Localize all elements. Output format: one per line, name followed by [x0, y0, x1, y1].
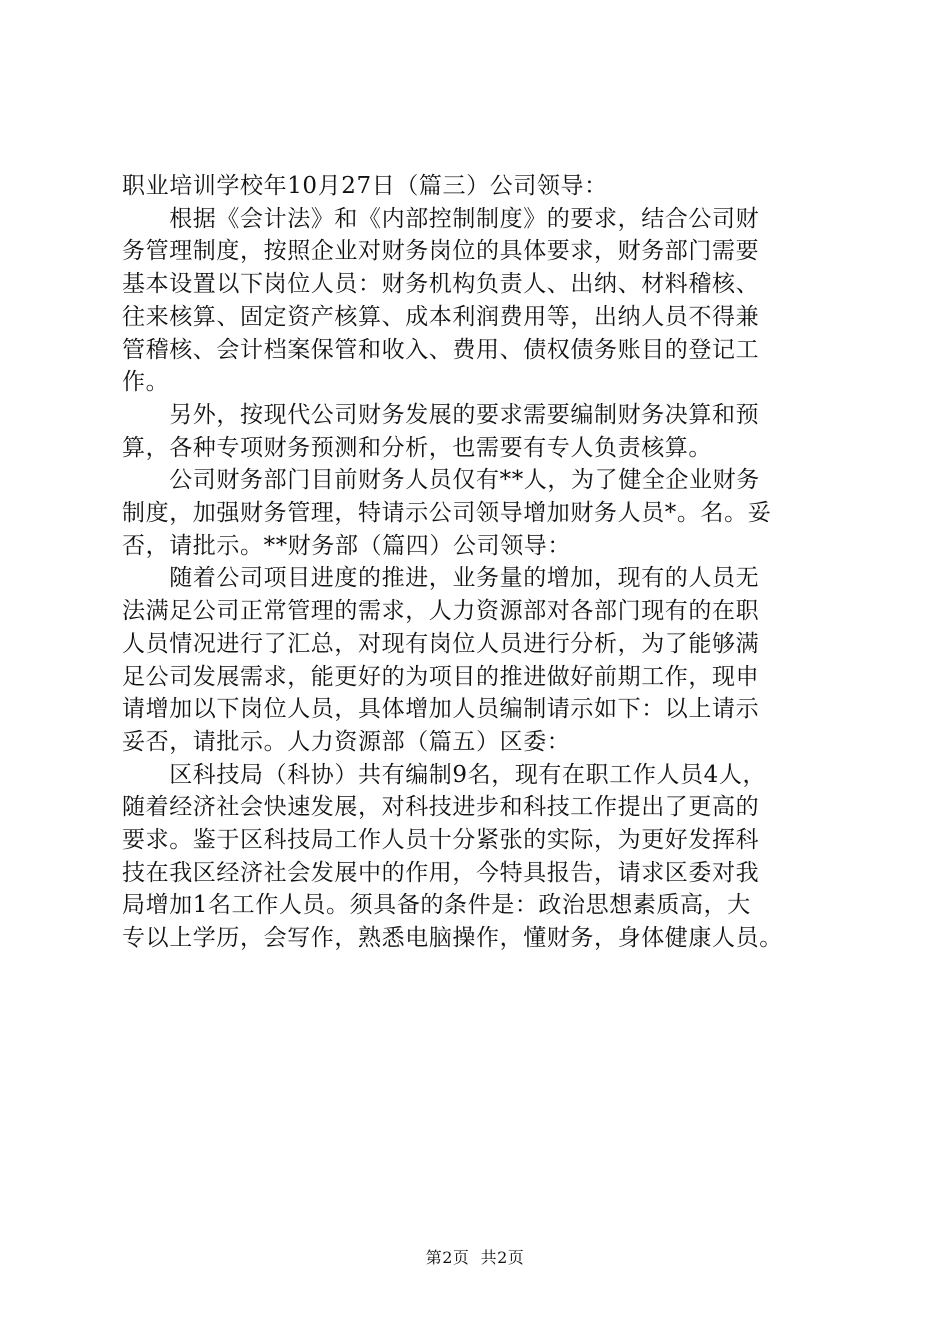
text-line: 请增加以下岗位人员，具体增加人员编制请示如下：以上请示 [122, 696, 760, 723]
text-line: 人员情况进行了汇总，对现有岗位人员进行分析，为了能够满 [122, 630, 760, 657]
text-line: 另外，按现代公司财务发展的要求需要编制财务决算和预 [122, 401, 760, 428]
text-line: 基本设置以下岗位人员：财务机构负责人、出纳、材料稽核、 [122, 271, 760, 298]
text-line: 随着经济社会快速发展，对科技进步和科技工作提出了更高的 [122, 794, 760, 821]
text-line: 要求。鉴于区科技局工作人员十分紧张的实际，为更好发挥科 [122, 827, 760, 854]
document-body [122, 170, 842, 955]
page-number-footer: 第2页 共2页 [425, 1248, 525, 1267]
text-line: 往来核算、固定资产核算、成本利润费用等，出纳人员不得兼 [122, 303, 760, 330]
text-line: 区科技局（科协）共有编制9名，现有在职工作人员4人， [122, 761, 767, 788]
text-line: 职业培训学校年10月27日（篇三）公司领导： [122, 173, 608, 199]
text-line: 管稽核、会计档案保管和收入、费用、债权债务账目的登记工 [122, 336, 760, 363]
text-line: 制度，加强财务管理，特请示公司领导增加财务人员*。名。妥 [122, 500, 772, 527]
text-line: 随着公司项目进度的推进，业务量的增加，现有的人员无 [122, 565, 760, 592]
text-line: 算，各种专项财务预测和分析，也需要有专人负责核算。 [122, 434, 712, 461]
text-line: 专以上学历，会写作，熟悉电脑操作，懂财务，身体健康人员。 [122, 925, 783, 952]
text-line: 技在我区经济社会发展中的作用，今特具报告，请求区委对我 [122, 859, 760, 886]
text-line: 根据《会计法》和《内部控制制度》的要求，结合公司财 [122, 205, 760, 232]
text-line: 否，请批示。**财务部（篇四）公司领导： [122, 532, 571, 559]
text-line: 作。 [122, 369, 170, 396]
text-line: 公司财务部门目前财务人员仅有**人，为了健全企业财务 [122, 467, 760, 494]
text-line: 妥否，请批示。人力资源部（篇五）区委： [122, 728, 571, 755]
text-line: 法满足公司正常管理的需求，人力资源部对各部门现有的在职 [122, 598, 760, 625]
text-line: 务管理制度，按照企业对财务岗位的具体要求，财务部门需要 [122, 238, 760, 265]
text-line: 局增加1名工作人员。须具备的条件是：政治思想素质高，大 [122, 892, 751, 919]
text-line: 足公司发展需求，能更好的为项目的推进做好前期工作，现申 [122, 663, 760, 690]
